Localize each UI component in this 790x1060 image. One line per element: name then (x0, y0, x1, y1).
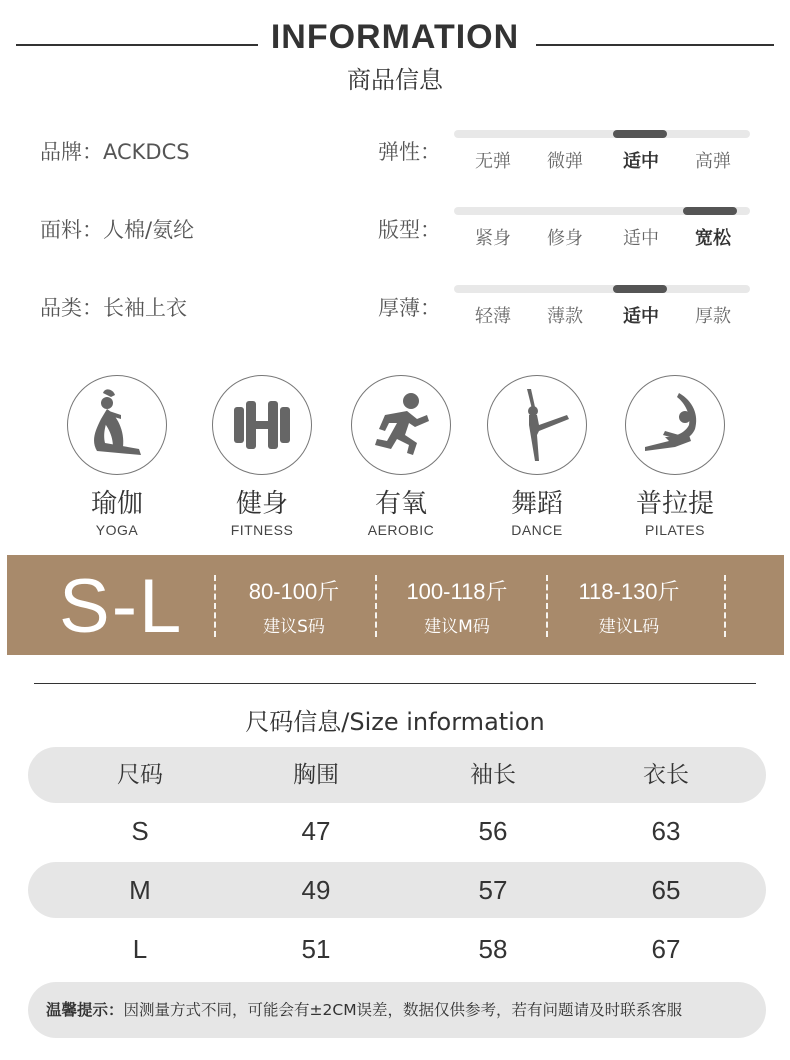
thickness-options (454, 302, 750, 326)
size-advice: 建议S码 (263, 617, 325, 637)
size-table-header (28, 747, 766, 803)
table-cell: S (131, 816, 149, 846)
weight-range: 100-118斤 (406, 579, 508, 604)
activity-name-en: YOGA (95, 522, 139, 538)
fit-label: 版型： (378, 218, 441, 242)
activity-yoga (47, 375, 187, 538)
elasticity-options (454, 147, 750, 171)
fit-option: 紧身 (475, 228, 511, 249)
size-suggestion (377, 575, 537, 637)
running-person-icon (351, 375, 451, 475)
activity-aerobic (331, 375, 471, 538)
activity-name: 有氧 (374, 489, 427, 519)
size-recommendation-band (7, 555, 784, 655)
table-cell: L (132, 934, 148, 964)
fabric-info: 面料：人棉/氨纶 (40, 218, 195, 242)
header-cell: 尺码 (117, 762, 163, 788)
activity-dance (467, 375, 607, 538)
size-advice: 建议L码 (598, 617, 660, 637)
category-info: 品类：长袖上衣 (40, 296, 187, 320)
fit-marker (683, 207, 737, 215)
tip-text: 因测量方式不同，可能会有±2CM误差，数据仅供参考，若有问题请及时联系客服 (123, 1001, 683, 1019)
tip-label: 温馨提示： (46, 1001, 124, 1019)
weight-range: 80-100斤 (248, 579, 340, 604)
activity-name-en: AEROBIC (367, 522, 435, 538)
section-divider (34, 683, 756, 684)
activity-name-en: FITNESS (230, 522, 294, 538)
brand-info: 品牌：ACKDCS (40, 140, 190, 164)
activity-name-en: DANCE (511, 522, 563, 538)
fit-option: 修身 (547, 228, 583, 249)
thickness-option: 厚款 (695, 306, 731, 327)
table-cell: 58 (478, 934, 508, 964)
table-cell: M (129, 875, 151, 905)
dumbbell-icon (212, 375, 312, 475)
table-cell: 56 (478, 816, 508, 846)
activity-pilates (605, 375, 745, 538)
dancer-icon (487, 375, 587, 475)
band-divider (724, 575, 726, 637)
size-range: S-L (59, 564, 184, 649)
yoga-pose-icon (67, 375, 167, 475)
table-cell: 65 (651, 875, 681, 905)
activity-name: 普拉提 (635, 489, 714, 519)
tip-note (28, 982, 766, 1038)
activity-name: 健身 (235, 489, 288, 519)
activity-fitness (192, 375, 332, 538)
header-cell: 胸围 (293, 762, 339, 788)
activity-name: 舞蹈 (510, 489, 563, 519)
header-title-cn: 商品信息 (347, 66, 443, 94)
band-divider (546, 575, 548, 637)
table-row (28, 862, 766, 918)
activity-name: 瑜伽 (90, 489, 143, 519)
table-cell: 57 (478, 875, 508, 905)
elasticity-marker (613, 130, 667, 138)
thickness-option: 薄款 (547, 306, 583, 327)
size-table-title: 尺码信息/Size information (245, 708, 545, 736)
header-cell: 袖长 (470, 762, 516, 788)
size-suggestion (549, 575, 709, 637)
table-cell: 49 (301, 875, 331, 905)
thickness-option-selected: 适中 (623, 306, 659, 327)
size-advice: 建议M码 (424, 617, 490, 637)
thickness-label: 厚薄： (378, 296, 441, 320)
elasticity-option: 微弹 (547, 151, 583, 172)
table-cell: 63 (651, 816, 681, 846)
elasticity-option-selected: 适中 (623, 151, 659, 172)
header-title-en: INFORMATION (270, 18, 520, 56)
table-row (28, 803, 766, 859)
elasticity-track (454, 130, 750, 138)
weight-range: 118-130斤 (578, 579, 680, 604)
pilates-pose-icon (625, 375, 725, 475)
fit-options (454, 224, 750, 248)
elasticity-label: 弹性： (378, 140, 441, 164)
table-cell: 47 (301, 816, 331, 846)
thickness-marker (613, 285, 667, 293)
table-cell: 51 (301, 934, 331, 964)
elasticity-option: 高弹 (695, 151, 731, 172)
size-suggestion (214, 575, 374, 637)
thickness-option: 轻薄 (475, 306, 511, 327)
fit-track (454, 207, 750, 215)
thickness-track (454, 285, 750, 293)
fit-option: 适中 (623, 228, 659, 249)
header-cell: 衣长 (643, 762, 689, 788)
elasticity-option: 无弹 (475, 151, 511, 172)
table-row (28, 921, 766, 977)
table-cell: 67 (651, 934, 681, 964)
fit-option-selected: 宽松 (695, 228, 731, 249)
activity-name-en: PILATES (644, 522, 706, 538)
